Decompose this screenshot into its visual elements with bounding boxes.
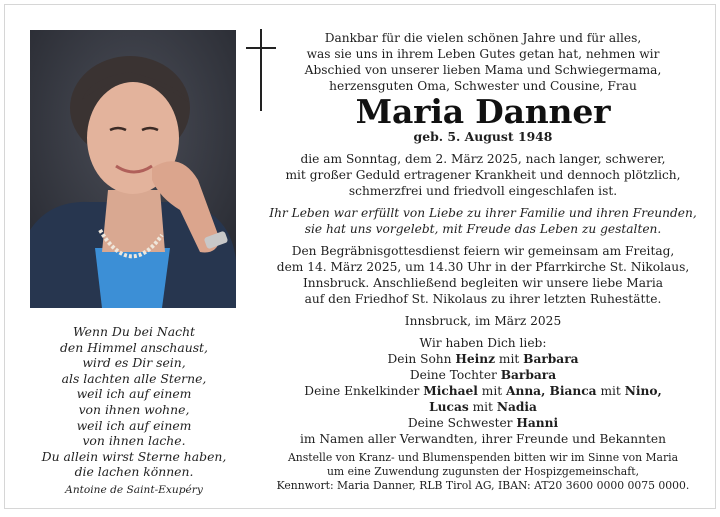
poem-line: als lachten alle Sterne, [61,370,207,386]
poem-line: Wenn Du bei Nacht [72,324,196,339]
poem-line: die lachen können. [74,464,194,480]
service-line: dem 14. März 2025, um 14.30 Uhr in der Pfarrkirche St. Nikolaus, [276,260,690,274]
poem [25,324,243,499]
intro-line: was sie uns in ihrem Leben Gutes getan hat, nehmen wir [306,47,660,61]
poem-line: weil ich auf einem [76,417,192,433]
intro-paragraph [259,30,707,94]
quote-line: Ihr Leben war erfüllt von Liebe zu ihrer Familie und ihren Freunden, [269,206,697,220]
obituary-notice [4,4,716,509]
death-line: mit großer Geduld ertragener Krankheit und dennoch plötzlich, [285,168,681,182]
place-date: Innsbruck, im März 2025 [404,314,562,328]
death-line: schmerzfrei und friedvoll eingeschlafen ist. [348,184,618,198]
quote-paragraph [259,205,707,237]
death-line: die am Sonntag, dem 2. März 2025, nach langer, schwerer, [300,152,666,166]
mourner-grandchildren-2: Lucas mit Nadia [429,400,537,414]
poem-line: von ihnen lache. [82,433,186,449]
death-paragraph [259,151,707,199]
mourners-intro: Wir haben Dich lieb: [419,336,547,350]
portrait-photo [30,30,236,308]
poem-line: den Himmel anschaust, [60,339,208,355]
intro-line: Abschied von unserer lieben Mama und Schwiegermama, [304,63,662,77]
donation-line: um eine Zuwendung zugunsten der Hospizgemeinschaft, [326,465,640,478]
obituary-text [259,30,707,493]
mourner-sister: Deine Schwester Hanni [407,416,559,430]
birth-date: geb. 5. August 1948 [413,129,553,144]
intro-line: Dankbar für die vielen schönen Jahre und für alles, [324,31,642,45]
poem-line: weil ich auf einem [76,386,192,402]
poem-line: von ihnen wohne, [78,401,190,417]
poem-line: Du allein wirst Sterne haben, [41,448,227,464]
mourner-grandchildren: Deine Enkelkinder Michael mit Anna, Bianca mit Nino, [304,384,662,398]
service-paragraph [259,243,707,307]
service-line: auf den Friedhof St. Nikolaus zu ihrer letzten Ruhestätte. [304,292,662,306]
mourners-closing: im Namen aller Verwandten, ihrer Freunde und Bekannten [300,432,666,446]
donation-line: Kennwort: Maria Danner, RLB Tirol AG, IBAN: AT20 3600 0000 0075 0000. [276,479,690,492]
donation-note [259,451,707,493]
poem-author: Antoine de Saint-Exupéry [65,483,203,496]
service-line: Den Begräbnisgottesdienst feiern wir gemeinsam am Freitag, [291,244,675,258]
intro-line: herzensguten Oma, Schwester und Cousine, Frau [329,79,637,93]
deceased-name: Maria Danner [355,92,611,131]
mourner-son: Dein Sohn Heinz mit Barbara [387,352,579,366]
mourner-daughter: Deine Tochter Barbara [409,368,557,382]
service-line: Innsbruck. Anschließend begleiten wir unsere liebe Maria [302,276,664,290]
donation-line: Anstelle von Kranz- und Blumenspenden bitten wir im Sinne von Maria [287,451,679,464]
poem-line: wird es Dir sein, [82,355,186,371]
mourners-list [259,335,707,447]
quote-line: sie hat uns vorgelebt, mit Freude das Leben zu gestalten. [304,222,662,236]
